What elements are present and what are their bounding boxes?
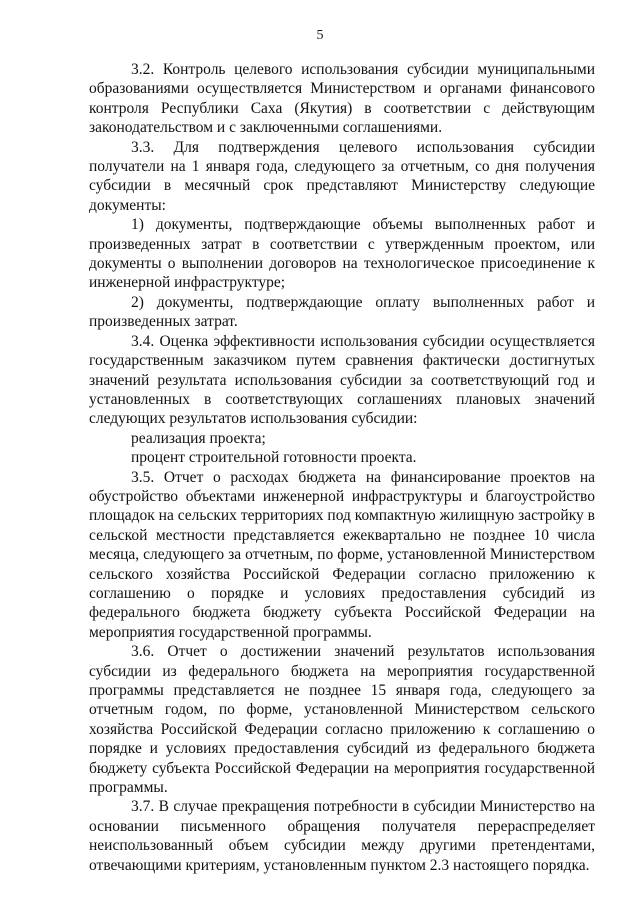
paragraph-3-4: 3.4. Оценка эффективности использования субсидии осуществляется государственным заказчиком путем сравнения фактически достигнутых значений результата использования субсидии за соответствующий год и установленных в соответствующих соглашениях плановых значений следующих результатов использования субсидии: (89, 332, 595, 428)
paragraph-3-6: 3.6. Отчет о достижении значений результатов использования субсидии из федерального бюджета на мероприятия государственной программы представляется не позднее 15 января года, следующего за отчетным годом, по форме, установленной Министерством сельского хозяйства Российской Федерации согласно приложению к соглашению о порядке и условиях предоставления субсидий из федерального бюджета бюджету субъекта Российской Федерации на мероприятия государственной программы. (89, 643, 595, 797)
paragraph-3-3-item-1: 1) документы, подтверждающие объемы выполненных работ и произведенных затрат в соответствии с утвержденным проектом, или документы о выполнении договоров на технологическое присоединение к инженерной инфраструктуре; (89, 216, 595, 292)
document-body (89, 60, 595, 875)
result-item-construction-readiness: процент строительной готовности проекта. (131, 449, 417, 467)
paragraph-3-3-item-2: 2) документы, подтверждающие оплату выполненных работ и произведенных затрат. (89, 293, 595, 331)
paragraph-3-2: 3.2. Контроль целевого использования субсидии муниципальными образованиями осуществляется Министерством и органами финансового контроля Республики Саха (Якутия) в соответствии с действующим законодательством и с заключенными соглашениями. (89, 61, 595, 137)
result-item-project-implementation: реализация проекта; (131, 429, 266, 447)
paragraph-3-3: 3.3. Для подтверждения целевого использования субсидии получатели на 1 января года, следующего за отчетным, со дня получения субсидии в месячный срок представляют Министерству следующие документы: (89, 138, 595, 214)
page-number: 5 (316, 28, 324, 43)
paragraph-3-7: 3.7. В случае прекращения потребности в субсидии Министерство на основании письменного обращения получателя перераспределяет неиспользованный объем субсидии между другими претендентами, отвечающими критериям, установленным пунктом 2.3 настоящего порядка. (89, 798, 595, 874)
paragraph-3-5: 3.5. Отчет о расходах бюджета на финансирование проектов на обустройство объектами инженерной инфраструктуры и благоустройство площадок на сельских территориях под компактную жилищную застройку в сельской местности представляется ежеквартально не позднее 10 числа месяца, следующего за отчетным, по форме, установленной Министерством сельского хозяйства Российской Федерации согласно приложению к соглашению о порядке и условиях предоставления субсидий из федерального бюджета бюджету субъекта Российской Федерации на мероприятия государственной программы. (89, 468, 595, 641)
